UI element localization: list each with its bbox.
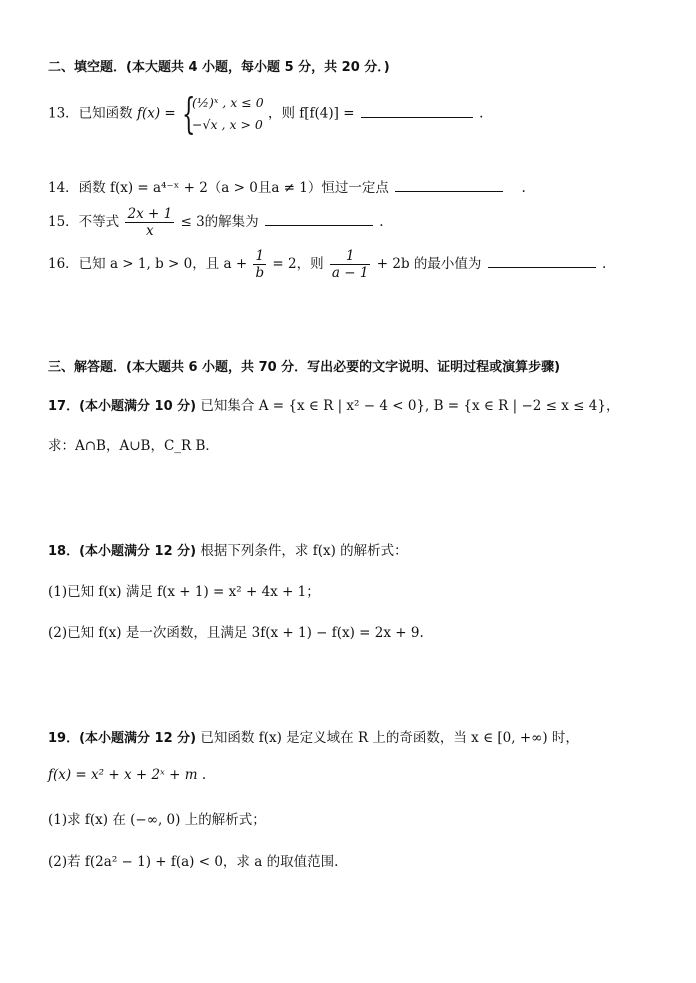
q13-answer-blank[interactable] (361, 116, 473, 118)
q14-answer-blank[interactable] (395, 190, 503, 192)
q15-fraction (125, 206, 174, 239)
q19-text: 已知函数 f(x) 是定义域在 R 上的奇函数，当 x ∈ [0, +∞) 时， (200, 730, 579, 746)
q17-ask: 求：A∩B，A∪B，C_R B． (48, 438, 219, 454)
q13-case-1: (½)ˣ , x ≤ 0 (192, 95, 264, 110)
question-17 (48, 394, 619, 414)
q15-end: . (379, 214, 384, 230)
q16-numerator-2: 1 (330, 248, 371, 265)
section-3-title: 三、解答题．(本大题共 6 小题，共 70 分．写出必要的文字说明、证明过程或演算步骤) (48, 360, 561, 375)
q17-text: 已知集合 A = {x ∈ R | x² − 4 < 0}, B = {x ∈ R | −2 ≤ x ≤ 4}， (200, 398, 620, 414)
question-15 (48, 206, 384, 239)
q15-suffix: ≤ 3的解集为 (180, 214, 259, 230)
q16-denominator-1: b (255, 265, 265, 281)
q16-end: . (601, 256, 607, 272)
q18-label: 18．(本小题满分 12 分) (48, 544, 197, 559)
q19-formula: f(x) = x² + x + 2ˣ + m . (48, 767, 207, 783)
q15-prefix: 15．不等式 (48, 214, 120, 230)
section-2-title: 二、填空题．(本大题共 4 小题，每小题 5 分，共 20 分．) (48, 60, 390, 75)
question-14 (48, 176, 526, 196)
q16-suffix: + 2b 的最小值为 (376, 256, 482, 272)
q18-part-1: (1)已知 f(x) 满足 f(x + 1) = x² + 4x + 1； (48, 584, 320, 600)
q13-prefix: 13．已知函数 (48, 105, 133, 122)
q13-ask: ，则 f[f(4)] = (267, 105, 355, 122)
question-19 (48, 726, 579, 746)
q19-label: 19．(本小题满分 12 分) (48, 731, 197, 746)
question-16 (48, 248, 606, 281)
q14-text: 14．函数 f(x) = a⁴⁻ˣ + 2（a > 0且a ≠ 1）恒过一定点 (48, 180, 389, 196)
q16-fraction-1 (253, 248, 266, 281)
brace-icon: { (182, 89, 196, 138)
q16-mid: = 2，则 (272, 256, 324, 272)
q16-fraction-2 (330, 248, 371, 281)
q18-text: 根据下列条件，求 f(x) 的解析式： (200, 543, 408, 559)
q15-answer-blank[interactable] (265, 224, 373, 226)
q16-numerator-1: 1 (253, 248, 266, 265)
q15-denominator: x (146, 223, 154, 239)
q17-label: 17．(本小题满分 10 分) (48, 399, 197, 414)
q13-case-2: −√x , x > 0 (192, 117, 263, 132)
question-13 (48, 89, 484, 138)
q18-part-2: (2)已知 f(x) 是一次函数，且满足 3f(x + 1) − f(x) = 2x + 9. (48, 625, 424, 641)
q13-lhs: f(x) = (136, 105, 176, 122)
q16-answer-blank[interactable] (488, 266, 596, 268)
q19-part-2: (2)若 f(2a² − 1) + f(a) < 0，求 a 的取值范围. (48, 854, 339, 870)
q13-end: . (479, 105, 484, 122)
question-18 (48, 539, 408, 559)
q15-numerator: 2x + 1 (127, 206, 173, 222)
q16-prefix: 16．已知 a > 1, b > 0，且 a + (48, 256, 248, 272)
q19-part-1: (1)求 f(x) 在 (−∞, 0) 上的解析式； (48, 812, 266, 828)
q14-end: . (521, 180, 526, 196)
q16-denominator-2: a − 1 (331, 265, 369, 281)
q13-piecewise (182, 89, 264, 138)
